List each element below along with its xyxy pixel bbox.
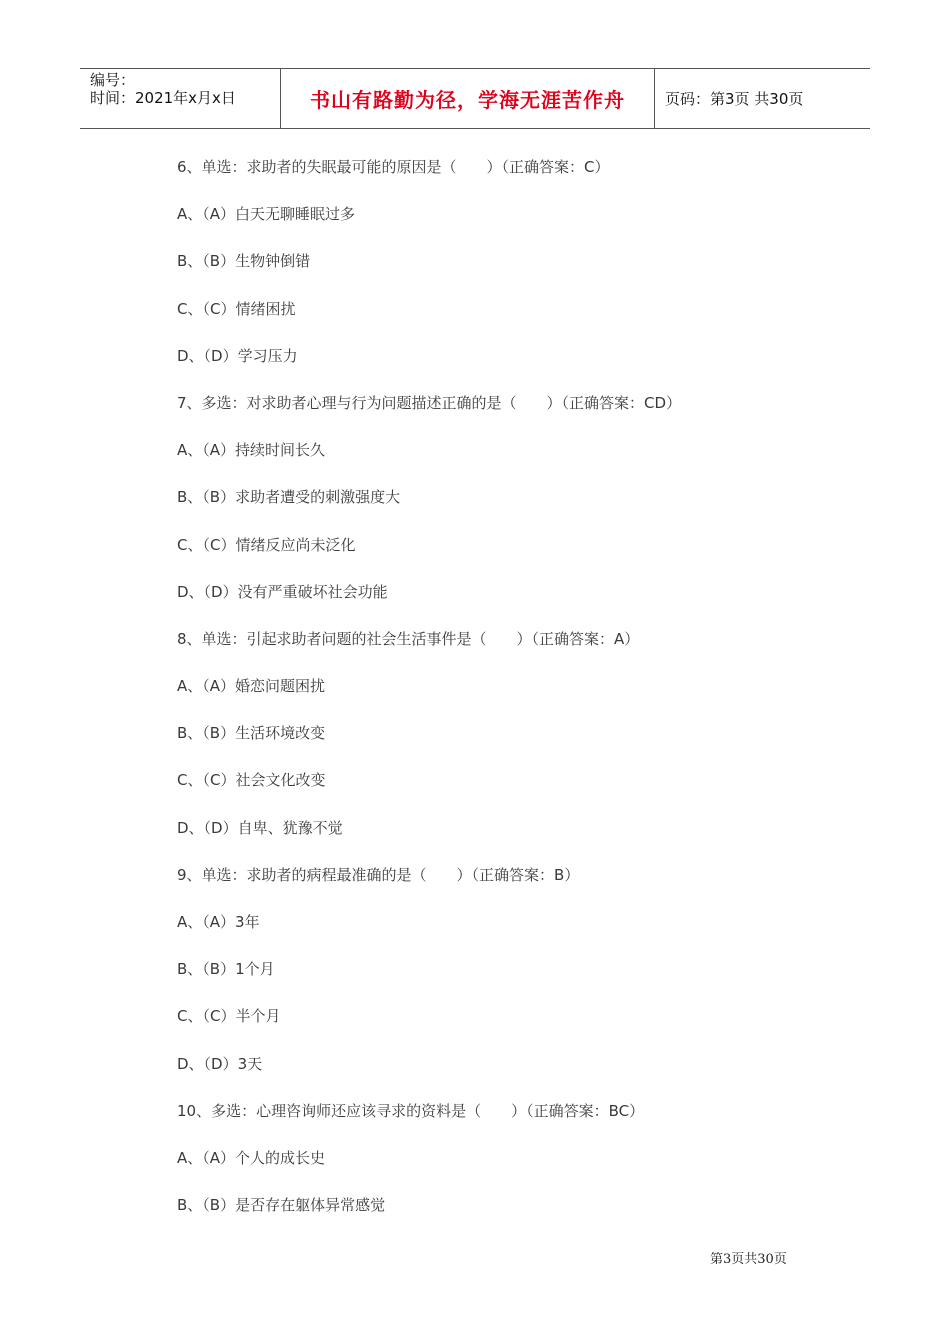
- page-header: [80, 68, 870, 129]
- option-8b: B、（B）生活环境改变: [177, 724, 326, 743]
- question-7: 7、多选：对求助者心理与行为问题描述正确的是（ ）（正确答案：CD）: [177, 393, 682, 412]
- header-meta: [80, 69, 281, 128]
- option-9c: C、（C）半个月: [177, 1007, 281, 1026]
- option-8a: A、（A）婚恋问题困扰: [177, 677, 326, 696]
- option-9d: D、（D）3天: [177, 1054, 263, 1073]
- question-list: [177, 152, 857, 1237]
- option-6a: A、（A）白天无聊睡眠过多: [177, 205, 356, 224]
- option-6b: B、（B）生物钟倒错: [177, 252, 311, 271]
- option-7b: B、（B）求助者遭受的刺激强度大: [177, 488, 401, 507]
- header-page-cell: [655, 69, 870, 128]
- option-8c: C、（C）社会文化改变: [177, 771, 326, 790]
- option-6c: C、（C）情绪困扰: [177, 299, 296, 318]
- option-7a: A、（A）持续时间长久: [177, 441, 326, 460]
- question-9: 9、单选：求助者的病程最准确的是（ ）（正确答案：B）: [177, 865, 580, 884]
- option-9a: A、（A）3年: [177, 913, 260, 931]
- option-10a: A、（A）个人的成长史: [177, 1148, 326, 1167]
- header-motto: 书山有路勤为径，学海无涯苦作舟: [310, 88, 625, 112]
- question-8: 8、单选：引起求助者问题的社会生活事件是（ ）（正确答案：A）: [177, 629, 640, 648]
- header-page-label: 页码：第3页 共30页: [665, 90, 804, 108]
- option-7d: D、（D）没有严重破坏社会功能: [177, 582, 388, 601]
- question-6: 6、单选：求助者的失眠最可能的原因是（ ）（正确答案：C）: [177, 158, 610, 176]
- question-10: 10、多选：心理咨询师还应该寻求的资料是（ ）（正确答案：BC）: [177, 1101, 645, 1120]
- page-footer: 第3页共30页: [710, 1252, 787, 1267]
- option-7c: C、（C）情绪反应尚未泛化: [177, 535, 356, 554]
- option-10b: B、（B）是否存在躯体异常感觉: [177, 1196, 386, 1215]
- number-label: 编号：: [90, 71, 136, 89]
- option-6d: D、（D）学习压力: [177, 346, 298, 365]
- option-8d: D、（D）自卑、犹豫不觉: [177, 818, 343, 837]
- option-9b: B、（B）1个月: [177, 960, 275, 979]
- header-motto-cell: [281, 69, 655, 128]
- time-label: 时间：2021年x月x日: [90, 89, 236, 107]
